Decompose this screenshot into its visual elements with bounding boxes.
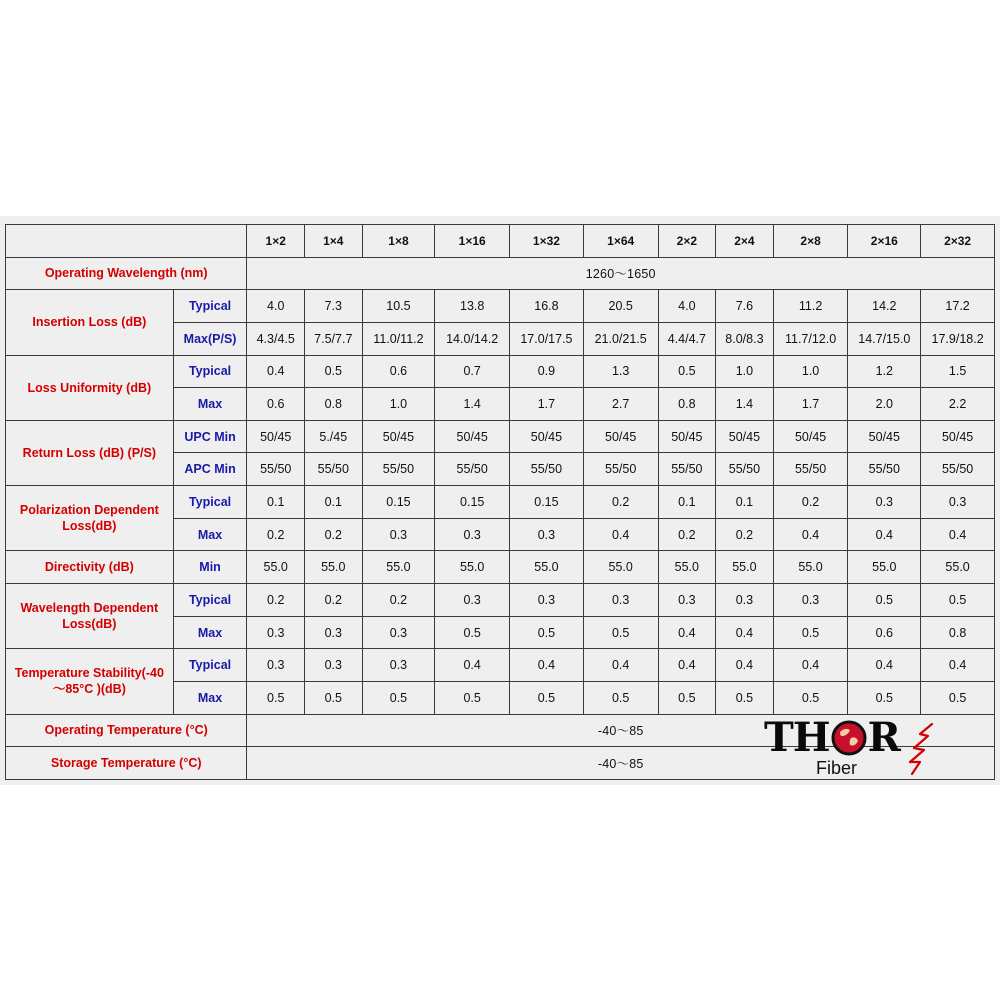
- value-cell: 0.5: [583, 616, 658, 649]
- globe-icon: [831, 720, 867, 756]
- logo-text-right: R: [867, 714, 900, 761]
- value-cell: 55/50: [362, 453, 435, 486]
- value-cell: 0.3: [247, 649, 305, 682]
- param-label: Loss Uniformity (dB): [6, 355, 174, 420]
- value-cell: 0.5: [921, 681, 995, 714]
- value-cell: 55.0: [921, 551, 995, 584]
- condition-label: Max: [173, 518, 247, 551]
- temp-stability-typical-row: [6, 649, 995, 682]
- value-cell: 0.1: [305, 486, 363, 519]
- value-cell: 0.3: [583, 584, 658, 617]
- operating-wavelength-row: [6, 257, 995, 290]
- value-cell: 7.6: [716, 290, 774, 323]
- value-cell: 14.0/14.2: [435, 322, 510, 355]
- value-cell: 17.0/17.5: [510, 322, 584, 355]
- condition-label: Max: [173, 388, 247, 421]
- value-cell: 0.8: [658, 388, 716, 421]
- value-cell: 0.4: [921, 649, 995, 682]
- value-cell: 0.8: [921, 616, 995, 649]
- value-cell: 0.15: [510, 486, 584, 519]
- value-cell: 0.2: [305, 518, 363, 551]
- span-value: -40～85: [247, 714, 995, 747]
- value-cell: 0.3: [658, 584, 716, 617]
- value-cell: 50/45: [773, 420, 848, 453]
- value-cell: 0.2: [362, 584, 435, 617]
- value-cell: 50/45: [510, 420, 584, 453]
- value-cell: 50/45: [583, 420, 658, 453]
- column-header: 2×32: [921, 225, 995, 258]
- value-cell: 0.2: [716, 518, 774, 551]
- value-cell: 50/45: [921, 420, 995, 453]
- spec-table: [5, 224, 995, 780]
- value-cell: 0.4: [716, 649, 774, 682]
- value-cell: 16.8: [510, 290, 584, 323]
- value-cell: 1.0: [773, 355, 848, 388]
- spec-panel: [0, 216, 1000, 785]
- param-label: Temperature Stability(-40～85°C )(dB): [6, 649, 174, 714]
- value-cell: 55/50: [510, 453, 584, 486]
- value-cell: 0.15: [362, 486, 435, 519]
- value-cell: 0.5: [305, 355, 363, 388]
- value-cell: 0.6: [848, 616, 921, 649]
- value-cell: 11.2: [773, 290, 848, 323]
- value-cell: 0.5: [921, 584, 995, 617]
- value-cell: 4.0: [658, 290, 716, 323]
- value-cell: 0.5: [435, 616, 510, 649]
- value-cell: 0.5: [510, 681, 584, 714]
- value-cell: 0.2: [773, 486, 848, 519]
- column-header: 1×2: [247, 225, 305, 258]
- condition-label: UPC Min: [173, 420, 247, 453]
- value-cell: 0.6: [362, 355, 435, 388]
- value-cell: 0.2: [583, 486, 658, 519]
- value-cell: 55/50: [583, 453, 658, 486]
- column-header: 2×2: [658, 225, 716, 258]
- value-cell: 55/50: [435, 453, 510, 486]
- value-cell: 50/45: [716, 420, 774, 453]
- value-cell: 0.5: [848, 584, 921, 617]
- value-cell: 4.0: [247, 290, 305, 323]
- value-cell: 1.3: [583, 355, 658, 388]
- value-cell: 0.3: [921, 486, 995, 519]
- value-cell: 55/50: [247, 453, 305, 486]
- value-cell: 0.3: [435, 518, 510, 551]
- value-cell: 0.5: [848, 681, 921, 714]
- value-cell: 1.7: [773, 388, 848, 421]
- column-header: 1×16: [435, 225, 510, 258]
- value-cell: 14.2: [848, 290, 921, 323]
- value-cell: 0.15: [435, 486, 510, 519]
- condition-label: Max: [173, 681, 247, 714]
- value-cell: 11.0/11.2: [362, 322, 435, 355]
- condition-label: Typical: [173, 649, 247, 682]
- value-cell: 0.3: [773, 584, 848, 617]
- value-cell: 0.5: [435, 681, 510, 714]
- value-cell: 0.4: [848, 518, 921, 551]
- value-cell: 1.7: [510, 388, 584, 421]
- value-cell: 0.2: [305, 584, 363, 617]
- pdl-typical-row: [6, 486, 995, 519]
- header-row: [6, 225, 995, 258]
- value-cell: 50/45: [435, 420, 510, 453]
- value-cell: 0.4: [921, 518, 995, 551]
- param-label: Polarization Dependent Loss(dB): [6, 486, 174, 551]
- value-cell: 0.1: [247, 486, 305, 519]
- logo-subtitle: Fiber: [816, 758, 858, 778]
- corner-cell: [6, 225, 247, 258]
- value-cell: 0.4: [583, 518, 658, 551]
- column-header: 1×4: [305, 225, 363, 258]
- column-header: 1×32: [510, 225, 584, 258]
- value-cell: 0.5: [716, 681, 774, 714]
- value-cell: 55/50: [921, 453, 995, 486]
- value-cell: 0.5: [658, 681, 716, 714]
- value-cell: 50/45: [362, 420, 435, 453]
- value-cell: 0.2: [247, 584, 305, 617]
- value-cell: 0.4: [247, 355, 305, 388]
- condition-label: Typical: [173, 584, 247, 617]
- value-cell: 1.4: [716, 388, 774, 421]
- value-cell: 0.5: [773, 616, 848, 649]
- value-cell: 55.0: [583, 551, 658, 584]
- param-label: Directivity (dB): [6, 551, 174, 584]
- value-cell: 55.0: [716, 551, 774, 584]
- value-cell: 8.0/8.3: [716, 322, 774, 355]
- value-cell: 0.4: [435, 649, 510, 682]
- value-cell: 1.0: [716, 355, 774, 388]
- value-cell: 4.3/4.5: [247, 322, 305, 355]
- value-cell: 0.4: [658, 616, 716, 649]
- value-cell: 1.0: [362, 388, 435, 421]
- value-cell: 55.0: [435, 551, 510, 584]
- loss-uniformity-typical-row: [6, 355, 995, 388]
- value-cell: 11.7/12.0: [773, 322, 848, 355]
- value-cell: 0.3: [848, 486, 921, 519]
- value-cell: 0.3: [305, 616, 363, 649]
- column-header: 1×64: [583, 225, 658, 258]
- value-cell: 17.9/18.2: [921, 322, 995, 355]
- column-header: 1×8: [362, 225, 435, 258]
- value-cell: 55/50: [716, 453, 774, 486]
- value-cell: 0.5: [658, 355, 716, 388]
- value-cell: 55.0: [510, 551, 584, 584]
- value-cell: 0.3: [362, 616, 435, 649]
- directivity-row: [6, 551, 995, 584]
- value-cell: 21.0/21.5: [583, 322, 658, 355]
- condition-label: Max: [173, 616, 247, 649]
- value-cell: 50/45: [247, 420, 305, 453]
- value-cell: 0.3: [510, 518, 584, 551]
- value-cell: 7.5/7.7: [305, 322, 363, 355]
- span-value: -40～85: [247, 747, 995, 780]
- condition-label: Typical: [173, 355, 247, 388]
- value-cell: 0.4: [716, 616, 774, 649]
- value-cell: 50/45: [658, 420, 716, 453]
- param-label: Operating Wavelength (nm): [6, 257, 247, 290]
- value-cell: 14.7/15.0: [848, 322, 921, 355]
- value-cell: 55/50: [773, 453, 848, 486]
- value-cell: 0.3: [305, 649, 363, 682]
- condition-label: Typical: [173, 290, 247, 323]
- value-cell: 0.2: [658, 518, 716, 551]
- value-cell: 55.0: [658, 551, 716, 584]
- value-cell: 55.0: [773, 551, 848, 584]
- param-label: Operating Temperature (°C): [6, 714, 247, 747]
- value-cell: 55.0: [362, 551, 435, 584]
- value-cell: 0.4: [773, 649, 848, 682]
- column-header: 2×4: [716, 225, 774, 258]
- value-cell: 0.1: [658, 486, 716, 519]
- lightning-bolt-icon: [906, 722, 936, 776]
- value-cell: 0.5: [247, 681, 305, 714]
- value-cell: 55/50: [305, 453, 363, 486]
- insertion-loss-typical-row: [6, 290, 995, 323]
- thor-fiber-logo: [760, 714, 940, 780]
- value-cell: 0.5: [510, 616, 584, 649]
- param-label: Insertion Loss (dB): [6, 290, 174, 355]
- param-label: Return Loss (dB) (P/S): [6, 420, 174, 485]
- logo-wordmark: [764, 714, 900, 761]
- value-cell: 0.8: [305, 388, 363, 421]
- value-cell: 20.5: [583, 290, 658, 323]
- param-label: Storage Temperature (°C): [6, 747, 247, 780]
- value-cell: 55/50: [658, 453, 716, 486]
- value-cell: 0.2: [247, 518, 305, 551]
- value-cell: 0.9: [510, 355, 584, 388]
- value-cell: 0.3: [716, 584, 774, 617]
- logo-text-left: TH: [764, 714, 830, 761]
- value-cell: 55.0: [305, 551, 363, 584]
- value-cell: 1.4: [435, 388, 510, 421]
- value-cell: 0.5: [362, 681, 435, 714]
- value-cell: 17.2: [921, 290, 995, 323]
- column-header: 2×16: [848, 225, 921, 258]
- value-cell: 50/45: [848, 420, 921, 453]
- condition-label: Min: [173, 551, 247, 584]
- value-cell: 0.3: [510, 584, 584, 617]
- value-cell: 0.7: [435, 355, 510, 388]
- condition-label: Max(P/S): [173, 322, 247, 355]
- value-cell: 0.4: [773, 518, 848, 551]
- value-cell: 0.3: [362, 518, 435, 551]
- value-cell: 55/50: [848, 453, 921, 486]
- value-cell: 0.4: [510, 649, 584, 682]
- value-cell: 0.3: [247, 616, 305, 649]
- value-cell: 2.2: [921, 388, 995, 421]
- value-cell: 0.4: [583, 649, 658, 682]
- value-cell: 0.5: [305, 681, 363, 714]
- return-loss-upc-row: [6, 420, 995, 453]
- condition-label: APC Min: [173, 453, 247, 486]
- value-cell: 2.7: [583, 388, 658, 421]
- value-cell: 4.4/4.7: [658, 322, 716, 355]
- value-cell: 0.3: [362, 649, 435, 682]
- value-cell: 13.8: [435, 290, 510, 323]
- column-header: 2×8: [773, 225, 848, 258]
- value-cell: 2.0: [848, 388, 921, 421]
- spec-table-body: [6, 225, 995, 780]
- value-cell: 55.0: [247, 551, 305, 584]
- value-cell: 7.3: [305, 290, 363, 323]
- value-cell: 0.3: [435, 584, 510, 617]
- condition-label: Typical: [173, 486, 247, 519]
- param-label: Wavelength Dependent Loss(dB): [6, 584, 174, 649]
- value-cell: 0.5: [583, 681, 658, 714]
- value-cell: 55.0: [848, 551, 921, 584]
- value-cell: 1.5: [921, 355, 995, 388]
- wdl-typical-row: [6, 584, 995, 617]
- span-value: 1260～1650: [247, 257, 995, 290]
- value-cell: 0.4: [848, 649, 921, 682]
- value-cell: 0.1: [716, 486, 774, 519]
- value-cell: 10.5: [362, 290, 435, 323]
- value-cell: 1.2: [848, 355, 921, 388]
- value-cell: 5./45: [305, 420, 363, 453]
- value-cell: 0.6: [247, 388, 305, 421]
- value-cell: 0.4: [658, 649, 716, 682]
- value-cell: 0.5: [773, 681, 848, 714]
